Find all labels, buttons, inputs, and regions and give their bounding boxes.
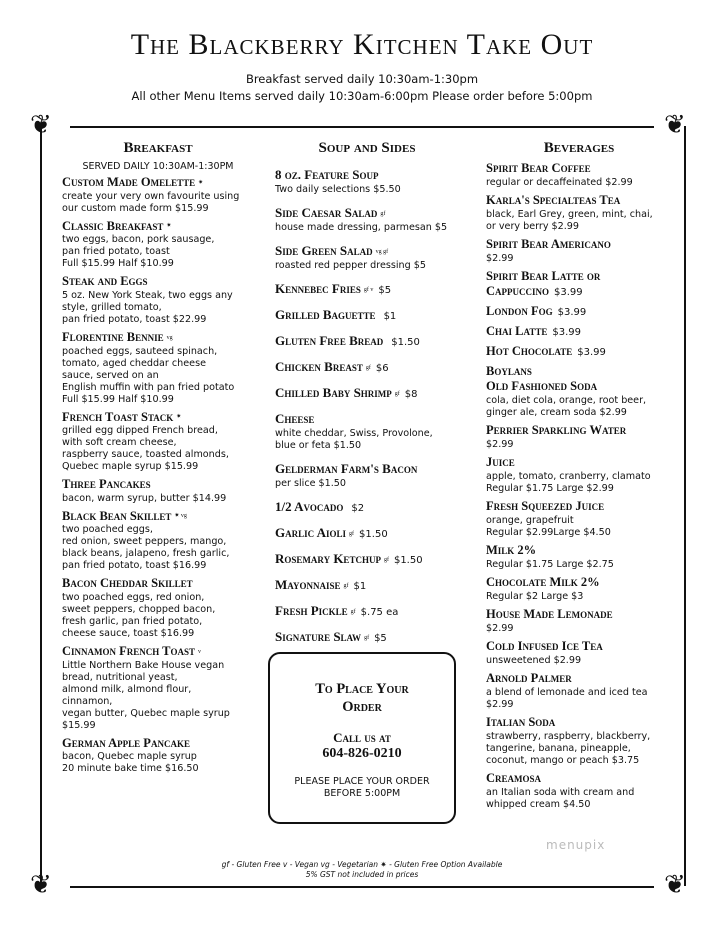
beverage-item-name xyxy=(486,237,672,253)
breakfast-item-name xyxy=(62,175,254,191)
breakfast-item-name xyxy=(62,509,254,525)
side-item-title: Kennebec Fries xyxy=(275,281,361,296)
beverage-item-title: Spirit Bear Americano xyxy=(486,237,611,251)
beverage-item-name xyxy=(486,423,672,439)
breakfast-item-name xyxy=(62,410,254,426)
beverage-item-description: cola, diet cola, orange, root beer, ginger ale, cream soda $2.99 xyxy=(486,395,647,418)
side-item-title: Rosemary Ketchup xyxy=(275,551,381,566)
side-item-title: Chicken Breast xyxy=(275,359,363,374)
beverage-item-title: London Fog xyxy=(486,304,553,318)
beverage-item xyxy=(486,364,672,419)
beverage-item xyxy=(486,455,672,495)
side-item-price: $1.50 xyxy=(393,555,423,566)
beverage-item xyxy=(486,671,672,711)
beverage-item xyxy=(486,304,672,320)
beverage-item-title: Chai Latte xyxy=(486,324,548,338)
beverage-item-description: Regular $1.75 Large $2.75 xyxy=(486,559,614,570)
menu-hours: All other Menu Items served daily 10:30am-6:00pm Please order before 5:00pm xyxy=(131,89,593,103)
breakfast-column xyxy=(62,140,254,779)
beverage-item-price: $3.99 xyxy=(552,327,581,338)
side-item-diet-tag: gf v xyxy=(363,286,374,293)
side-item-name xyxy=(275,205,459,222)
beverage-item-name xyxy=(486,771,672,787)
beverage-item-title: Arnold Palmer xyxy=(486,671,572,685)
beverage-item xyxy=(486,639,672,667)
breakfast-item-description: Little Northern Bake House vegan bread, nutritional yeast, almond milk, almond flour, cinnamon, vegan butter, Quebec maple syrup $15.99 xyxy=(62,659,230,731)
side-item xyxy=(275,167,459,196)
beverages-list xyxy=(486,161,672,811)
breakfast-item xyxy=(62,509,254,573)
side-item-description: house made dressing, parmesan $5 xyxy=(275,222,448,233)
breakfast-item-description: create your very own favourite using our custom made form $15.99 xyxy=(62,190,240,214)
order-box xyxy=(268,652,456,824)
order-call-label: Call us at xyxy=(333,730,391,745)
side-item-price: $1.50 xyxy=(391,337,420,348)
breakfast-item-name xyxy=(62,219,254,235)
beverage-item-title: Hot Chocolate xyxy=(486,344,573,358)
beverage-item-description: $2.99 xyxy=(486,623,514,634)
soup-sides-heading: Soup and Sides xyxy=(318,140,416,156)
side-item-title: Garlic Aioli xyxy=(275,525,347,540)
side-item xyxy=(275,307,459,324)
beverage-item-title: Milk 2% xyxy=(486,543,537,557)
side-item-name xyxy=(275,411,459,428)
beverage-item-name xyxy=(486,455,672,471)
beverage-item xyxy=(486,771,672,811)
order-box-title: To Place Your Order xyxy=(315,681,409,715)
breakfast-item-description: two poached eggs, red onion, sweet peppers, chopped bacon, fresh garlic, pan fried potato, cheese sauce, toast $16.99 xyxy=(62,592,216,639)
beverage-item-title: Chocolate Milk 2% xyxy=(486,575,600,589)
corner-ornament-tl: ❦ xyxy=(30,110,52,140)
breakfast-item xyxy=(62,219,254,271)
side-item-diet-tag: gf xyxy=(380,210,386,217)
side-item-diet-tag: gf xyxy=(394,390,400,397)
breakfast-item-title: Custom Made Omelette xyxy=(62,175,196,189)
beverage-item-description: a blend of lemonade and iced tea $2.99 xyxy=(486,687,648,710)
side-item-price: $1 xyxy=(353,581,367,592)
breakfast-item-name xyxy=(62,330,254,346)
side-item-title: Gluten Free Bread xyxy=(275,333,384,348)
side-item-name xyxy=(275,603,459,620)
side-item-name xyxy=(275,307,459,324)
corner-ornament-bl: ❦ xyxy=(30,870,52,900)
beverage-item-title: Spirit Bear Latte or Cappuccino xyxy=(486,269,601,298)
beverage-item-name xyxy=(486,575,672,591)
beverage-item-name xyxy=(486,324,672,340)
breakfast-served-hours: SERVED DAILY 10:30AM-1:30PM xyxy=(82,161,234,172)
breakfast-list xyxy=(62,175,254,775)
breakfast-item-diet-tag: ✷ vg xyxy=(174,513,187,520)
beverage-item-title: Juice xyxy=(486,455,515,469)
side-item-name xyxy=(275,243,459,260)
breakfast-item-description: grilled egg dipped French bread, with soft cream cheese, raspberry sauce, toasted almonds, Quebec maple syrup $15.99 xyxy=(62,425,229,473)
side-item-title: Cheese xyxy=(275,411,315,426)
side-item-name xyxy=(275,281,459,298)
beverage-item-name xyxy=(486,607,672,623)
beverage-item-description: strawberry, raspberry, blackberry, tangerine, banana, pineapple, coconut, mango or peach $3.75 xyxy=(486,731,651,766)
side-item-title: 1/2 Avocado xyxy=(275,499,344,514)
breakfast-item xyxy=(62,175,254,215)
beverage-item xyxy=(486,344,672,360)
watermark: menupix xyxy=(546,838,606,852)
side-item-title: Mayonnaise xyxy=(275,577,341,592)
side-item-title: Signature Slaw xyxy=(275,629,362,644)
side-item-diet-tag: gf xyxy=(343,582,349,589)
breakfast-item-diet-tag: ✷ xyxy=(198,179,204,186)
breakfast-item-title: Bacon Cheddar Skillet xyxy=(62,576,193,591)
side-item-title: Fresh Pickle xyxy=(275,603,348,618)
side-item xyxy=(275,525,459,542)
side-item xyxy=(275,205,459,234)
beverage-item-name xyxy=(486,344,672,360)
beverage-item-price: $3.99 xyxy=(577,347,606,358)
breakfast-item-description: bacon, warm syrup, butter $14.99 xyxy=(62,492,227,504)
breakfast-item-name xyxy=(62,736,254,752)
beverage-item-name xyxy=(486,304,672,320)
side-item-description: per slice $1.50 xyxy=(275,478,347,489)
beverage-item xyxy=(486,324,672,340)
beverage-item-price: $3.99 xyxy=(557,307,587,318)
breakfast-heading: Breakfast xyxy=(123,140,193,156)
beverage-item xyxy=(486,161,672,189)
side-item-title: 8 oz. Feature Soup xyxy=(275,167,379,182)
side-item-name xyxy=(275,577,459,594)
corner-ornament-tr: ❦ xyxy=(664,110,686,140)
beverage-item-title: Karla's Specialteas Tea xyxy=(486,193,621,207)
breakfast-item xyxy=(62,736,254,776)
beverage-item-description: apple, tomato, cranberry, clamato Regular $1.75 Large $2.99 xyxy=(486,471,651,494)
side-item-name xyxy=(275,551,459,568)
breakfast-hours: Breakfast served daily 10:30am-1:30pm xyxy=(245,72,479,86)
beverage-item-title: Perrier Sparkling Water xyxy=(486,423,627,437)
beverage-item-title: Italian Soda xyxy=(486,715,556,729)
side-item-name xyxy=(275,499,459,516)
side-item xyxy=(275,385,459,402)
breakfast-item-title: Steak and Eggs xyxy=(62,274,148,289)
beverage-item xyxy=(486,237,672,265)
beverage-item-description: orange, grapefruit Regular $2.99Large $4.50 xyxy=(486,515,611,538)
beverage-item-name xyxy=(486,639,672,655)
beverage-item xyxy=(486,575,672,603)
side-item xyxy=(275,461,459,490)
breakfast-item-description: bacon, Quebec maple syrup 20 minute bake time $16.50 xyxy=(62,751,199,775)
breakfast-item xyxy=(62,330,254,406)
menu-title: The Blackberry Kitchen Take Out xyxy=(130,28,594,61)
side-item-title: Side Green Salad xyxy=(275,243,373,258)
side-item-diet-tag: gf xyxy=(383,556,389,563)
soup-sides-column xyxy=(275,140,459,655)
breakfast-item xyxy=(62,477,254,505)
breakfast-item xyxy=(62,410,254,474)
side-item-diet-tag: gf xyxy=(365,364,371,371)
side-item-price: $8 xyxy=(404,389,418,400)
beverage-item-description: an Italian soda with cream and whipped cream $4.50 xyxy=(486,787,635,810)
side-item-name xyxy=(275,359,459,376)
side-item-diet-tag: vg gf xyxy=(375,248,389,255)
breakfast-item-description: 5 oz. New York Steak, two eggs any style, grilled tomato, pan fried potato, toast $22.99 xyxy=(62,289,233,325)
beverage-item-title: House Made Lemonade xyxy=(486,607,613,621)
side-item-price: $5 xyxy=(374,633,387,644)
beverage-item-title: Cold Infused Ice Tea xyxy=(486,639,603,653)
breakfast-item xyxy=(62,644,254,732)
side-item xyxy=(275,333,459,350)
side-item xyxy=(275,603,459,620)
beverage-item xyxy=(486,499,672,539)
order-phone-number[interactable]: 604-826-0210 xyxy=(322,746,402,761)
breakfast-item-title: French Toast Stack xyxy=(62,409,174,424)
side-item-description: Two daily selections $5.50 xyxy=(275,184,401,195)
corner-ornament-br: ❦ xyxy=(664,870,686,900)
beverage-item xyxy=(486,193,672,233)
order-deadline-note: PLEASE PLACE YOUR ORDER BEFORE 5:00PM xyxy=(294,776,430,799)
breakfast-item-title: Black Bean Skillet xyxy=(62,508,172,523)
side-item-diet-tag: gf xyxy=(349,530,355,537)
side-item-price: $.75 ea xyxy=(360,607,399,618)
breakfast-item-diet-tag: v xyxy=(198,648,202,655)
side-item-diet-tag: gf xyxy=(364,634,370,641)
side-item-price: $1 xyxy=(383,311,397,322)
soup-sides-list xyxy=(275,167,459,646)
side-item-description: roasted red pepper dressing $5 xyxy=(275,260,426,271)
side-item-price: $2 xyxy=(351,503,365,514)
beverages-heading: Beverages xyxy=(543,140,615,156)
beverage-item-name xyxy=(486,715,672,731)
breakfast-item-diet-tag: vg xyxy=(166,334,173,341)
breakfast-item-title: Three Pancakes xyxy=(62,477,151,492)
beverage-item-name xyxy=(486,671,672,687)
side-item-name xyxy=(275,461,459,478)
breakfast-item-title: Cinnamon French Toast xyxy=(62,644,196,658)
breakfast-item-diet-tag: ✷ xyxy=(166,223,172,230)
side-item-title: Side Caesar Salad xyxy=(275,205,378,220)
breakfast-item-description: two eggs, bacon, pork sausage, pan fried potato, toast Full $15.99 Half $10.99 xyxy=(62,234,215,270)
side-item-title: Gelderman Farm's Bacon xyxy=(275,461,418,476)
side-item xyxy=(275,359,459,376)
side-item-title: Grilled Baguette xyxy=(275,307,376,322)
side-item xyxy=(275,629,459,646)
bottom-rule xyxy=(70,886,654,888)
beverage-item xyxy=(486,423,672,451)
beverage-item-name xyxy=(486,193,672,209)
beverage-item xyxy=(486,607,672,635)
beverage-item-description: Regular $2 Large $3 xyxy=(486,591,584,602)
beverage-item-name xyxy=(486,499,672,515)
beverage-item xyxy=(486,715,672,767)
breakfast-item-diet-tag: ✷ xyxy=(176,414,182,421)
side-item-price: $5 xyxy=(378,285,392,296)
side-item-description: white cheddar, Swiss, Provolone, blue or feta $1.50 xyxy=(275,428,433,451)
beverage-item-name xyxy=(486,161,672,177)
beverages-column xyxy=(486,140,672,815)
side-item xyxy=(275,499,459,516)
side-item-price: $6 xyxy=(375,363,389,374)
breakfast-item-name xyxy=(62,644,254,660)
side-item-price: $1.50 xyxy=(359,529,388,540)
breakfast-item-description: poached eggs, sauteed spinach, tomato, aged cheddar cheese sauce, served on an English muffin with pan fried potato Full $15.99 Half $10.99 xyxy=(62,345,235,405)
side-item-name xyxy=(275,385,459,402)
side-item-name xyxy=(275,333,459,350)
breakfast-item-description: two poached eggs, red onion, sweet peppers, mango, black beans, jalapeno, fresh garlic, pan fried potato, toast $16.99 xyxy=(62,524,230,572)
gst-note: 5% GST not included in prices xyxy=(305,870,419,879)
beverage-item-description: regular or decaffeinated $2.99 xyxy=(486,177,633,188)
breakfast-item-name xyxy=(62,477,254,493)
beverage-item-description: unsweetened $2.99 xyxy=(486,655,582,666)
side-item xyxy=(275,411,459,452)
beverage-item-title: Spirit Bear Coffee xyxy=(486,161,591,175)
side-item xyxy=(275,281,459,298)
beverage-item-description: $2.99 xyxy=(486,253,514,264)
breakfast-item-title: Florentine Bennie xyxy=(62,329,164,344)
beverage-item-name xyxy=(486,269,672,300)
beverage-item xyxy=(486,269,672,300)
side-item-title: Chilled Baby Shrimp xyxy=(275,385,392,400)
top-rule xyxy=(70,126,654,128)
side-item-name xyxy=(275,525,459,542)
beverage-item-price: $3.99 xyxy=(554,287,583,298)
breakfast-item-name xyxy=(62,576,254,592)
side-item xyxy=(275,243,459,272)
beverage-item-title: Fresh Squeezed Juice xyxy=(486,499,605,513)
beverage-item-name xyxy=(486,543,672,559)
beverage-item-title: Creamosa xyxy=(486,771,542,785)
beverage-item-description: $2.99 xyxy=(486,439,514,450)
breakfast-item xyxy=(62,274,254,326)
beverage-item xyxy=(486,543,672,571)
beverage-item-description: black, Earl Grey, green, mint, chai, or very berry $2.99 xyxy=(486,209,653,232)
side-item xyxy=(275,577,459,594)
dietary-legend: gf - Gluten Free v - Vegan vg - Vegetarian ✷ - Gluten Free Option Available xyxy=(221,860,503,869)
breakfast-item-title: German Apple Pancake xyxy=(62,735,190,750)
side-item xyxy=(275,551,459,568)
breakfast-item xyxy=(62,576,254,640)
beverage-item-name xyxy=(486,364,672,395)
beverage-item-title: Boylans Old Fashioned Soda xyxy=(486,364,598,393)
side-item-name xyxy=(275,167,459,184)
side-item-name xyxy=(275,629,459,646)
breakfast-item-name xyxy=(62,274,254,290)
breakfast-item-title: Classic Breakfast xyxy=(62,218,164,233)
side-item-diet-tag: gf xyxy=(350,608,356,615)
